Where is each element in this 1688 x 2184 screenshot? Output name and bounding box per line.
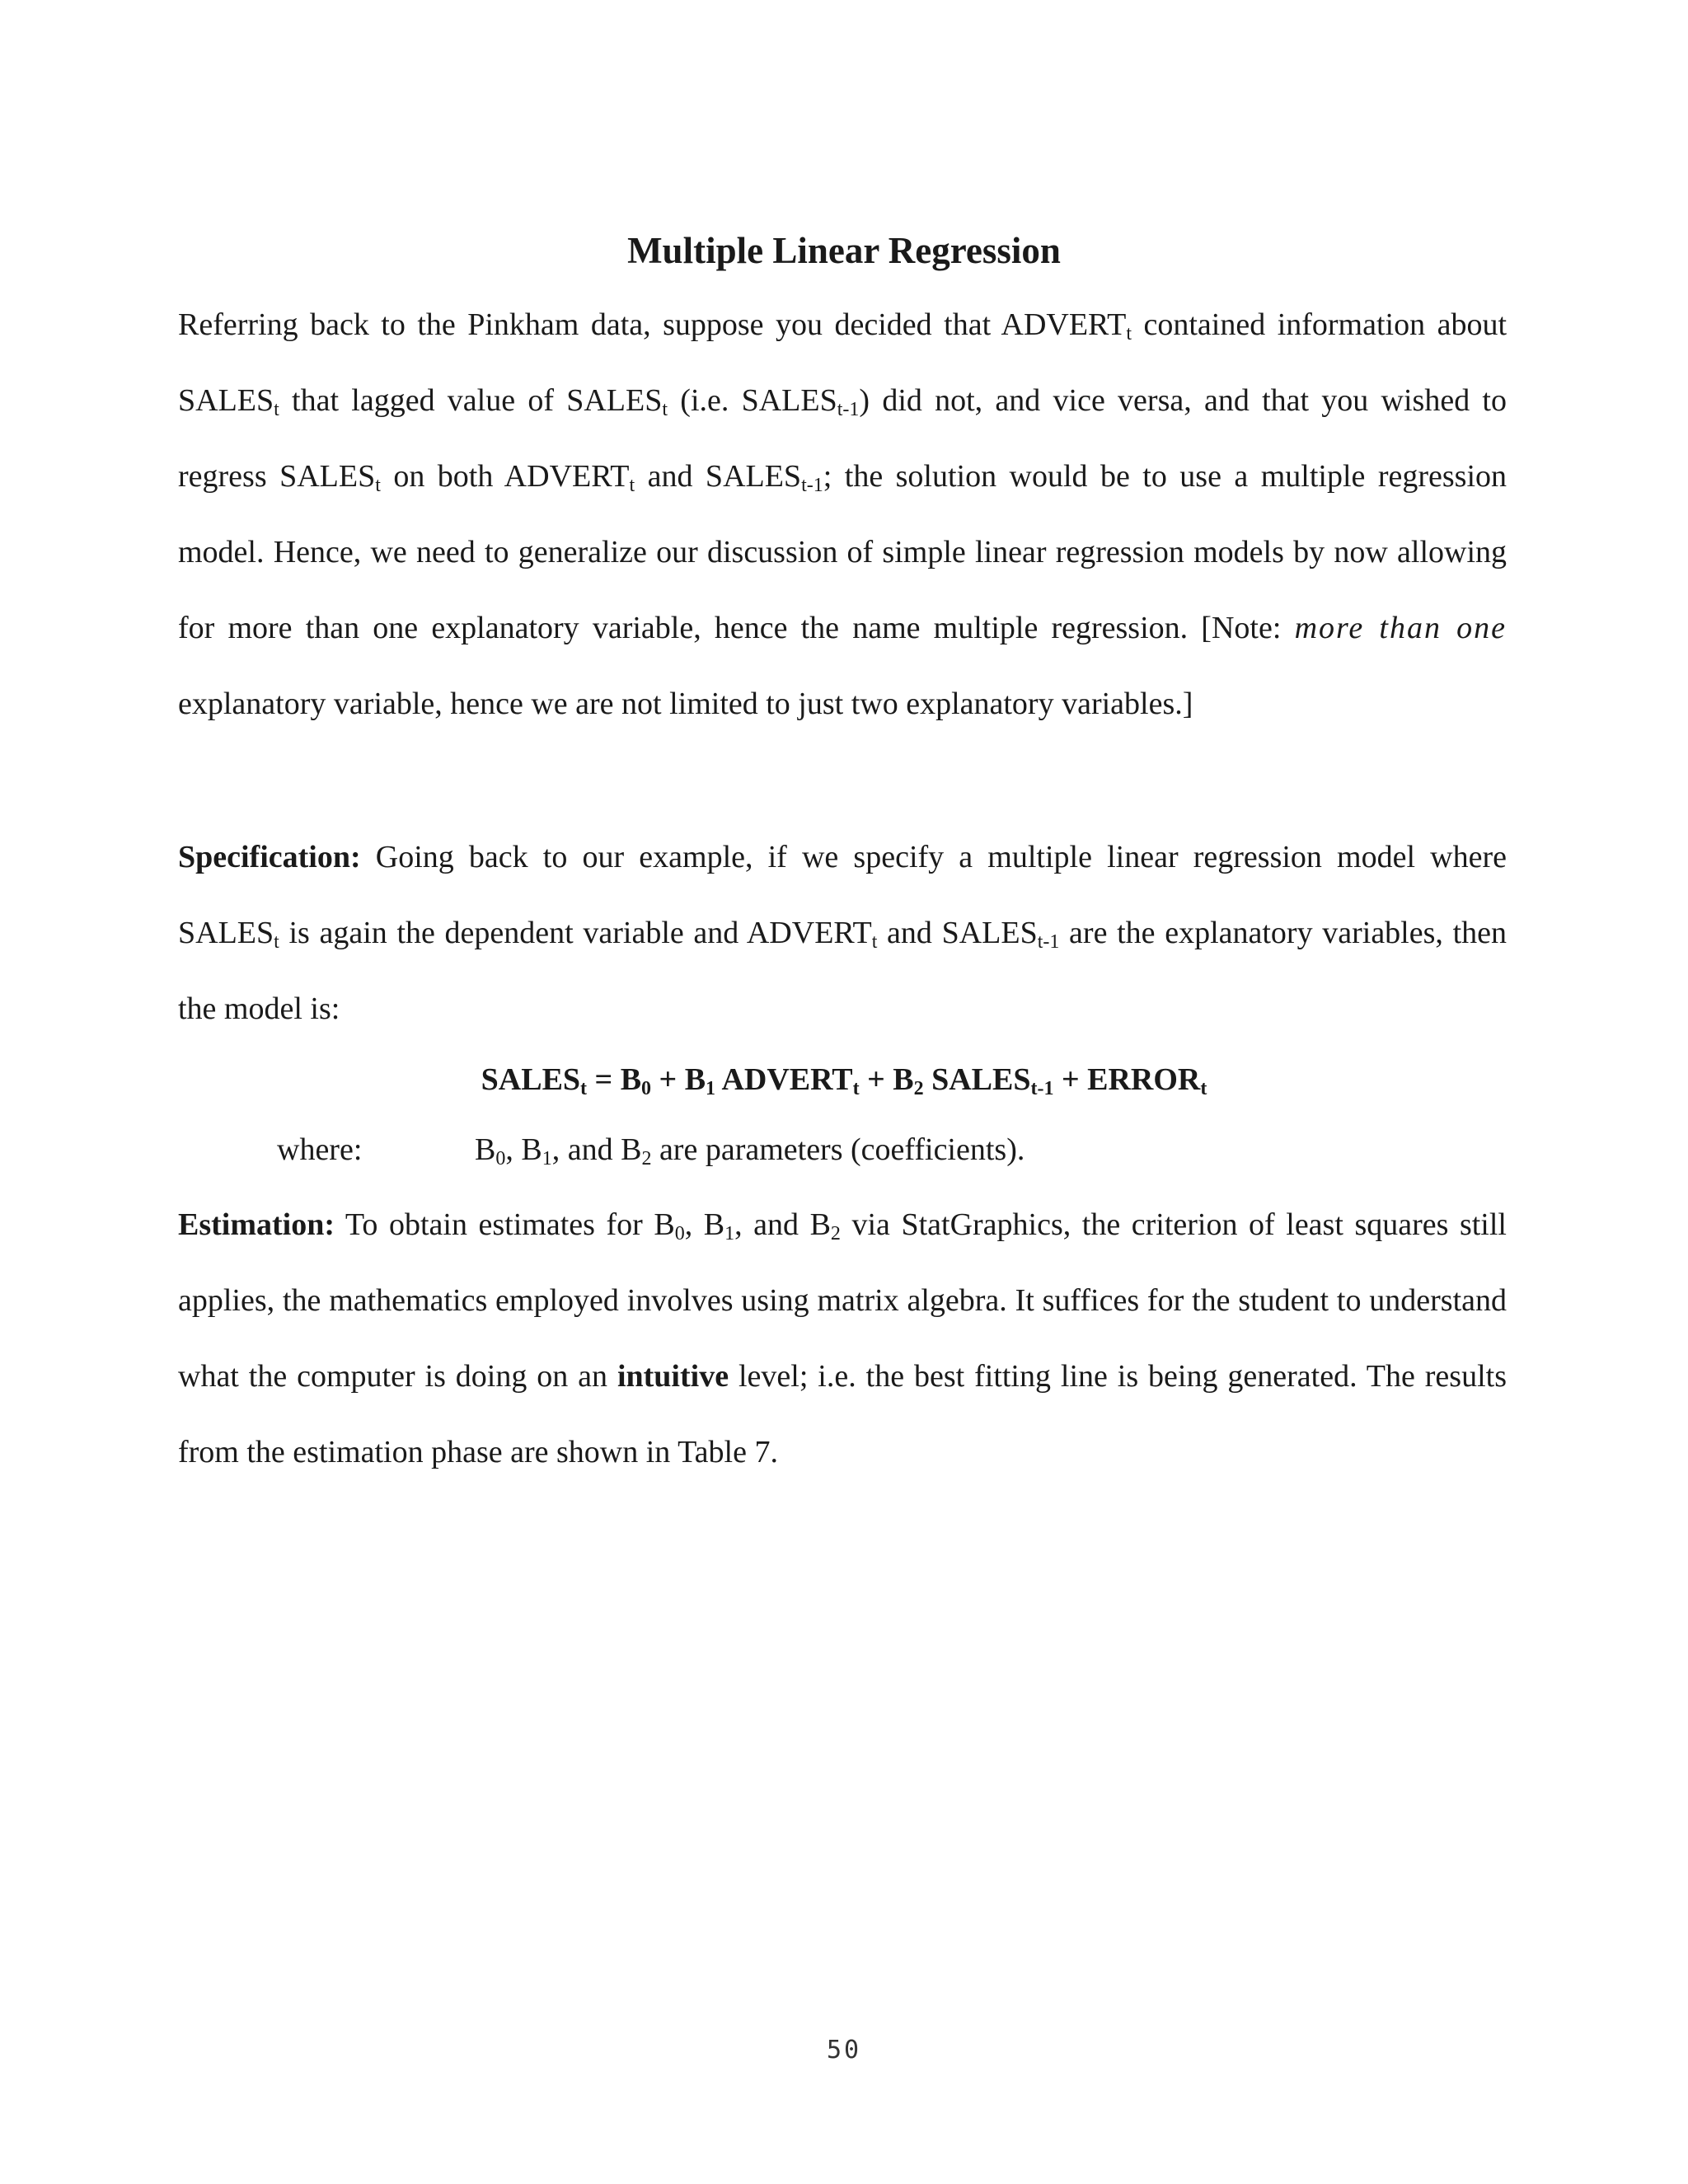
subscript: 0 (674, 1223, 685, 1244)
text-run: ; the solution would be to use a multiple regression model. Hence, we need to generalize our discussion of simple linear regression models by now allowing for more than one explanatory variable, hence the name multiple regression. [Note: (178, 459, 1507, 645)
eq-term: + B (651, 1062, 706, 1097)
bold-emphasis: intuitive (617, 1359, 729, 1394)
text-run: via StatGraphics, the criterion of least squares still applies, the mathematics employed involves using matrix algebra. It suffices for the student to understand what the computer is doing on an (178, 1207, 1507, 1394)
text-run: , and B (734, 1207, 831, 1242)
text-run: Going back to our example, if we specify a multiple linear regression model where SALES (178, 840, 1507, 950)
text-run: Referring back to the Pinkham data, suppose you decided that ADVERT (178, 307, 1127, 342)
subscript: 0 (495, 1148, 506, 1169)
subscript: t (852, 1078, 860, 1099)
subscript: t (629, 475, 635, 496)
text-run: explanatory variable, hence we are not limited to just two explanatory variables.] (178, 687, 1193, 721)
subscript: 1 (542, 1148, 552, 1169)
italic-emphasis: more than one (1294, 611, 1507, 645)
estimation-heading: Estimation: (178, 1207, 335, 1242)
subscript: 0 (641, 1078, 652, 1099)
estimation-paragraph (178, 1187, 1507, 1490)
page-title: Multiple Linear Regression (627, 230, 1061, 271)
text-run: is again the dependent variable and ADVERT (279, 916, 872, 950)
text-run: B (475, 1132, 496, 1167)
text-run: are the explanatory variables, then the model is: (178, 916, 1507, 1026)
text-run: level; i.e. the best fitting line is being generated. The results from the estimation phase are shown in Table 7. (178, 1359, 1507, 1469)
subscript: 1 (724, 1223, 735, 1244)
subscript: t-1 (837, 399, 860, 420)
text-run: , B (684, 1207, 725, 1242)
eq-term: + B (859, 1062, 914, 1097)
specification-heading: Specification: (178, 840, 361, 874)
subscript: 1 (706, 1078, 716, 1099)
text-run: that lagged value of SALES (279, 383, 663, 418)
subscript: t-1 (1037, 931, 1060, 953)
eq-term: SALES (481, 1062, 581, 1097)
eq-term: ADVERT (715, 1062, 853, 1097)
subscript: t (1126, 323, 1132, 344)
page-number: 50 (826, 2036, 862, 2064)
subscript: 2 (830, 1223, 841, 1244)
model-equation (0, 1047, 1688, 1113)
subscript: t (662, 399, 668, 420)
subscript: t (274, 399, 279, 420)
text-run: To obtain estimates for B (335, 1207, 675, 1242)
eq-term: SALES (923, 1062, 1031, 1097)
where-label: where: (277, 1132, 363, 1167)
text-run: , and B (551, 1132, 642, 1167)
text-run: on both ADVERT (380, 459, 630, 494)
text-run: and SALES (877, 916, 1038, 950)
eq-term: = B (587, 1062, 642, 1097)
subscript: t-1 (801, 475, 823, 496)
where-definition (475, 1117, 1025, 1183)
subscript: t (274, 931, 279, 953)
eq-term: + ERROR (1053, 1062, 1201, 1097)
text-run: and SALES (635, 459, 802, 494)
specification-paragraph (178, 819, 1507, 1047)
subscript: t (1200, 1078, 1207, 1099)
subscript: t (375, 475, 381, 496)
subscript: t-1 (1030, 1078, 1054, 1099)
text-run: contained information about SALES (178, 307, 1507, 418)
subscript: t (580, 1078, 588, 1099)
subscript: t (871, 931, 878, 953)
text-run: ) did not, and vice versa, and that you wished to regress SALES (178, 383, 1507, 494)
intro-paragraph (178, 287, 1507, 742)
subscript: 2 (913, 1078, 924, 1099)
text-run: are parameters (coefficients). (651, 1132, 1025, 1167)
text-run: , B (505, 1132, 542, 1167)
subscript: 2 (641, 1148, 652, 1169)
text-run: (i.e. SALES (668, 383, 837, 418)
